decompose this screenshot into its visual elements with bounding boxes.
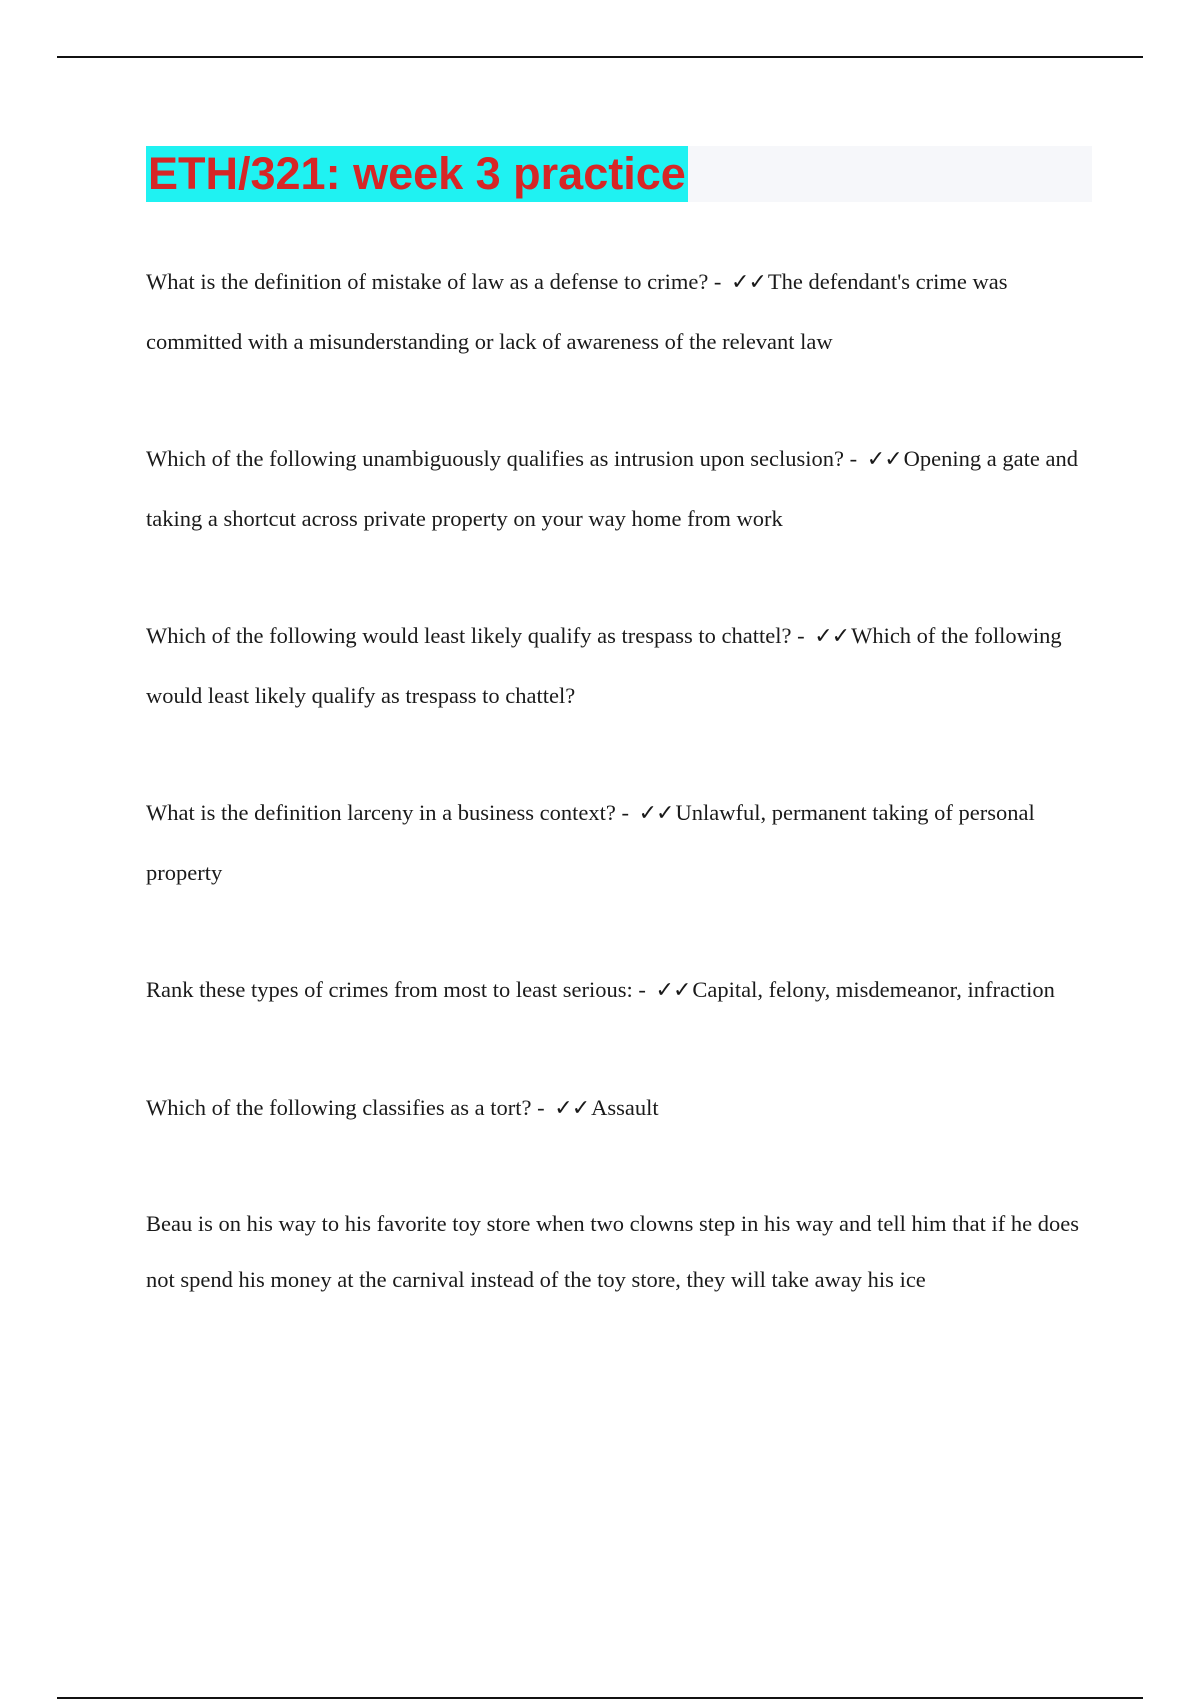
qa-item-7-truncated [146,1196,1086,1308]
question-text: Rank these types of crimes from most to least serious: - [146,977,646,1002]
qa-list [146,252,1086,1366]
double-check-icon: ✓✓ [814,624,850,649]
answer-text: The defendant's crime was committed with a misunderstanding or lack of awareness of the relevant law [146,269,1008,354]
answer-text: Which of the following would least likely qualify as trespass to chattel? [146,623,1062,708]
qa-item-1 [146,252,1086,371]
qa-item-3 [146,606,1086,725]
qa-item-4 [146,783,1086,902]
double-check-icon: ✓✓ [554,1096,590,1121]
qa-item-5 [146,960,1086,1020]
qa-item-6 [146,1078,1086,1138]
answer-text: Unlawful, permanent taking of personal property [146,800,1035,885]
double-check-icon: ✓✓ [638,801,674,826]
document-title: ETH/321: week 3 practice [146,146,688,202]
answer-text: Assault [591,1095,659,1120]
double-check-icon: ✓✓ [866,447,902,472]
answer-text: Capital, felony, misdemeanor, infraction [692,977,1055,1002]
double-check-icon: ✓✓ [655,978,691,1003]
question-text: Which of the following classifies as a tort? - [146,1095,545,1120]
question-text: Which of the following would least likely qualify as trespass to chattel? - [146,623,805,648]
question-text: Which of the following unambiguously qualifies as intrusion upon seclusion? - [146,446,858,471]
top-rule [57,56,1143,58]
bottom-rule [57,1697,1143,1699]
question-text: What is the definition of mistake of law as a defense to crime? - [146,269,722,294]
trailing-question-text: Beau is on his way to his favorite toy store when two clowns step in his way and tell him that if he does not spend his money at the carnival instead of the toy store, they will take away his ice [146,1211,1079,1292]
question-text: What is the definition larceny in a business context? - [146,800,629,825]
double-check-icon: ✓✓ [731,270,766,295]
qa-item-2 [146,429,1086,548]
answer-text: Opening a gate and taking a shortcut across private property on your way home from work [146,446,1078,531]
